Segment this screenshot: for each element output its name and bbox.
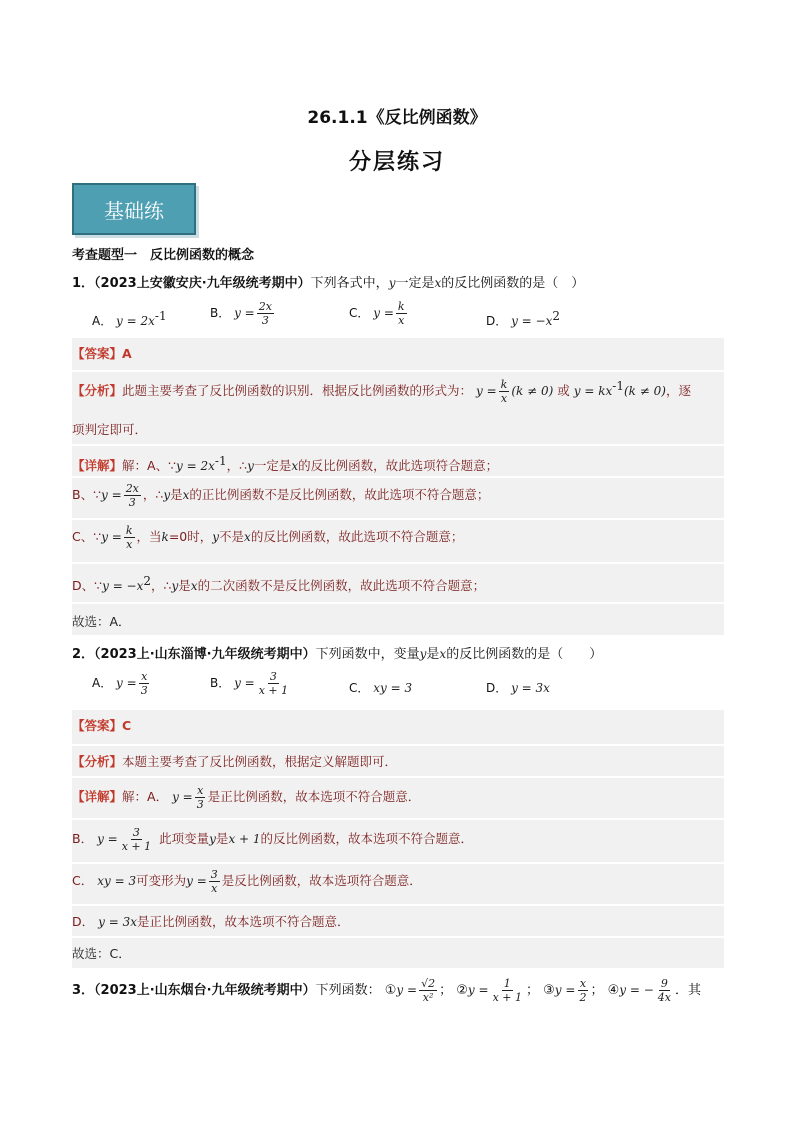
- detail-text: 不是: [219, 529, 245, 544]
- question-text: 下列各式中，: [310, 276, 389, 291]
- detail-text: 一定是: [253, 458, 292, 474]
- option-lhs: y =: [234, 676, 255, 690]
- analysis-text: ，逐: [665, 383, 691, 398]
- option-exponent: 2: [552, 309, 561, 323]
- level-badge: 基础练: [72, 183, 196, 235]
- analysis-tag: 【分析】: [72, 754, 123, 769]
- item-marker: ④: [607, 983, 620, 998]
- detail-text: =0时，: [168, 529, 213, 544]
- detail-row-b: [72, 818, 724, 853]
- analysis-text: 本题主要考查了反比例函数，根据定义解题即可．: [122, 754, 398, 769]
- option-label: D．: [486, 314, 508, 328]
- detail-text: 的反比例函数，故此选项符合题意；: [298, 458, 499, 474]
- question-source: （2023上·山东烟台·九年级统考期中）: [94, 983, 316, 998]
- answer-tag: 【答案】: [72, 718, 123, 733]
- math-expr: y =: [172, 790, 193, 804]
- option-label: B．: [210, 676, 231, 690]
- detail-text: D．: [72, 914, 95, 929]
- numerator: 3: [132, 826, 140, 839]
- item-marker: ①: [384, 983, 397, 998]
- denominator: x + 1: [258, 684, 289, 697]
- math-expr: y =: [186, 874, 207, 888]
- option-label: B．: [210, 306, 231, 320]
- item-marker: ②: [456, 983, 468, 998]
- question-text: 下列函数中，变量: [315, 647, 420, 662]
- denominator: 3: [261, 314, 269, 327]
- detail-row-c: [72, 862, 724, 895]
- fraction: [257, 670, 290, 697]
- fraction: [396, 300, 407, 327]
- denominator: x + 1: [121, 840, 152, 853]
- math-var: k: [161, 530, 169, 544]
- detail-text: 的反比例函数，故本选项不符合题意．: [260, 831, 474, 846]
- analysis-row: [72, 370, 724, 405]
- numerator: 3: [269, 670, 277, 683]
- answer-value: C: [122, 718, 132, 733]
- math-expr: y = kx: [573, 384, 613, 398]
- math-var: x: [244, 530, 251, 544]
- denominator: x: [500, 392, 508, 405]
- math-exponent: -1: [214, 454, 227, 468]
- fraction: [499, 378, 510, 405]
- numerator: 3: [210, 868, 218, 881]
- doc-title: 26.1.1《反比例函数》: [307, 108, 487, 128]
- question-text: ．其: [675, 983, 702, 998]
- detail-text: 此项变量: [159, 831, 210, 846]
- math-expr: (k ≠ 0): [624, 384, 666, 398]
- analysis-row-2: [72, 420, 724, 438]
- analysis-text: 项判定即可．: [72, 422, 148, 437]
- section-heading: 考查题型一 反比例函数的概念: [72, 248, 255, 263]
- question-text: 是: [426, 647, 440, 662]
- detail-row-d: [72, 562, 724, 594]
- fraction: [195, 784, 206, 811]
- math-var: x: [190, 579, 198, 594]
- denominator: 3: [140, 684, 148, 697]
- math-var: y: [212, 530, 220, 544]
- numerator: 1: [503, 977, 511, 990]
- denominator: 3: [128, 496, 136, 509]
- math-expr: x + 1: [228, 832, 261, 846]
- option-expr: xy = 3: [373, 681, 413, 695]
- detail-text: 可变形为: [136, 873, 187, 888]
- math-expr: y = 2x: [176, 459, 215, 474]
- detail-tag: 【详解】: [72, 789, 123, 804]
- denominator: x: [211, 882, 218, 895]
- question-text: 一定是: [395, 276, 435, 291]
- detail-text: 解：A、∵: [122, 458, 177, 474]
- math-var: y: [419, 647, 427, 661]
- option-c: [349, 679, 412, 696]
- separator: ；: [590, 983, 604, 998]
- option-expr: y = 3x: [511, 681, 550, 695]
- fraction: [209, 868, 220, 895]
- detail-row-d: [72, 904, 724, 930]
- math-var: x: [439, 647, 447, 661]
- math-var: x: [291, 459, 299, 474]
- detail-text: ，∴: [142, 487, 164, 502]
- math-var: y: [171, 579, 179, 594]
- fraction: [139, 670, 150, 697]
- option-d: [486, 309, 560, 329]
- question-number: 1．: [72, 276, 95, 291]
- numerator: 2x: [125, 482, 139, 495]
- denominator: x: [126, 538, 133, 551]
- math-expr: y =: [97, 832, 118, 846]
- math-exponent: 2: [143, 574, 152, 588]
- option-expr: y = −x: [511, 314, 553, 328]
- option-lhs: y =: [116, 676, 137, 690]
- detail-text: 是正比例函数，故本选项不符合题意．: [207, 789, 421, 804]
- option-label: A．: [92, 676, 113, 690]
- math-expr: y =: [101, 530, 122, 544]
- numerator: x: [197, 784, 204, 797]
- detail-text: 的正比例函数不是反比例函数，故此选项不符合题意；: [189, 487, 490, 502]
- question-2: [72, 643, 602, 662]
- answer-row: [72, 716, 724, 734]
- option-a: [92, 309, 167, 329]
- item-marker: ③: [543, 983, 555, 998]
- detail-text: 是: [178, 578, 191, 594]
- answer-tag: 【答案】: [72, 346, 123, 361]
- numerator: 9: [660, 977, 668, 990]
- question-number: 3．: [72, 983, 95, 998]
- analysis-tag: 【分析】: [72, 383, 123, 398]
- detail-row-c: [72, 518, 724, 551]
- detail-text: C、∵: [72, 529, 102, 544]
- math-expr: y =: [476, 384, 497, 398]
- separator: ；: [525, 983, 539, 998]
- option-b: [210, 670, 292, 697]
- detail-text: 的反比例函数，故此选项不符合题意；: [250, 529, 464, 544]
- option-label: D．: [486, 681, 508, 695]
- detail-text: ，∴: [151, 578, 172, 594]
- numerator: x: [141, 670, 148, 683]
- numerator: 2x: [258, 300, 272, 313]
- detail-text: 是: [215, 831, 229, 846]
- detail-row-b: [72, 476, 724, 509]
- math-var: x: [434, 276, 442, 290]
- math-expr: y =: [101, 488, 122, 502]
- question-3: [72, 977, 701, 1004]
- denominator: 3: [196, 798, 204, 811]
- answer-row: [72, 344, 724, 362]
- option-label: C．: [349, 681, 370, 695]
- detail-text: 解：A．: [122, 789, 169, 804]
- option-exponent: -1: [154, 309, 167, 323]
- numerator: √2: [421, 977, 436, 990]
- numerator: k: [397, 300, 405, 313]
- choice-text: 故选：C．: [72, 946, 131, 961]
- question-source: （2023上·山东淄博·九年级统考期中）: [94, 647, 316, 662]
- math-var: y: [388, 276, 396, 290]
- question-text: 的反比例函数的是（ ）: [446, 647, 603, 662]
- math-expr: y =: [467, 983, 489, 997]
- fraction: [491, 977, 524, 1004]
- denominator: 4x: [657, 991, 671, 1004]
- math-expr: (k ≠ 0): [511, 384, 554, 398]
- choice-text: 故选：A．: [72, 614, 131, 629]
- option-lhs: y =: [234, 306, 255, 320]
- math-expr: y = −: [619, 983, 654, 997]
- question-source: （2023上安徽安庆·九年级统考期中）: [94, 276, 311, 291]
- fraction: [577, 977, 588, 1004]
- detail-row-a: [72, 444, 724, 474]
- question-text: 的反比例函数的是（ ）: [441, 276, 585, 291]
- math-var: y: [209, 832, 216, 846]
- math-expr: y = −x: [102, 579, 144, 594]
- option-a: [92, 670, 152, 697]
- detail-text: D、∵: [72, 578, 103, 594]
- answer-value: A: [122, 346, 132, 361]
- doc-subtitle: 分层练习: [348, 150, 445, 175]
- fraction: [120, 826, 153, 853]
- separator: ；: [439, 983, 453, 998]
- choice-row: [72, 936, 724, 962]
- numerator: k: [500, 378, 508, 391]
- math-var: y: [247, 459, 254, 474]
- detail-text: ，当: [136, 529, 162, 544]
- fraction: [257, 300, 274, 327]
- detail-text: 的二次函数不是反比例函数，故此选项不符合题意；: [197, 578, 486, 594]
- option-d: [486, 679, 550, 696]
- option-b: [210, 300, 276, 327]
- option-c: [349, 300, 409, 327]
- math-var: x: [182, 488, 190, 502]
- denominator: x: [398, 314, 405, 327]
- detail-text: ，∴: [226, 458, 248, 474]
- detail-text: 是: [170, 487, 183, 502]
- option-label: C．: [349, 306, 370, 320]
- analysis-row: [72, 744, 724, 770]
- detail-text: B、∵: [72, 487, 102, 502]
- math-expr: xy = 3: [97, 874, 137, 888]
- detail-text: 是正比例函数，故本选项不符合题意．: [137, 914, 350, 929]
- choice-row: [72, 602, 724, 630]
- option-label: A．: [92, 314, 113, 328]
- math-var: y: [163, 488, 171, 502]
- fraction: [419, 977, 437, 1004]
- denominator: 2: [579, 991, 587, 1004]
- math-expr: y = 3x: [98, 915, 137, 929]
- math-exponent: -1: [612, 378, 624, 393]
- detail-text: 是反比例函数，故本选项符合题意．: [221, 873, 422, 888]
- detail-text: C．: [72, 873, 94, 888]
- math-expr: y =: [554, 983, 576, 997]
- question-1: [72, 272, 584, 291]
- question-2-solution-panel: [72, 710, 724, 968]
- question-number: 2．: [72, 647, 95, 662]
- denominator: x + 1: [492, 991, 522, 1004]
- fraction: [124, 482, 141, 509]
- question-1-solution-panel: [72, 338, 724, 635]
- option-lhs: y =: [373, 306, 394, 320]
- analysis-text: 或: [557, 383, 570, 398]
- option-expr: y = 2x: [116, 314, 155, 328]
- detail-text: B．: [72, 831, 94, 846]
- math-expr: y =: [396, 983, 418, 997]
- detail-row-a: [72, 776, 724, 811]
- analysis-text: 此题主要考查了反比例函数的识别．根据反比例函数的形式为：: [122, 383, 473, 398]
- fraction: [124, 524, 135, 551]
- numerator: k: [125, 524, 133, 537]
- denominator: x²: [422, 991, 434, 1004]
- question-text: 下列函数：: [315, 983, 381, 998]
- numerator: x: [579, 977, 587, 990]
- detail-tag: 【详解】: [72, 458, 123, 474]
- fraction: [656, 977, 673, 1004]
